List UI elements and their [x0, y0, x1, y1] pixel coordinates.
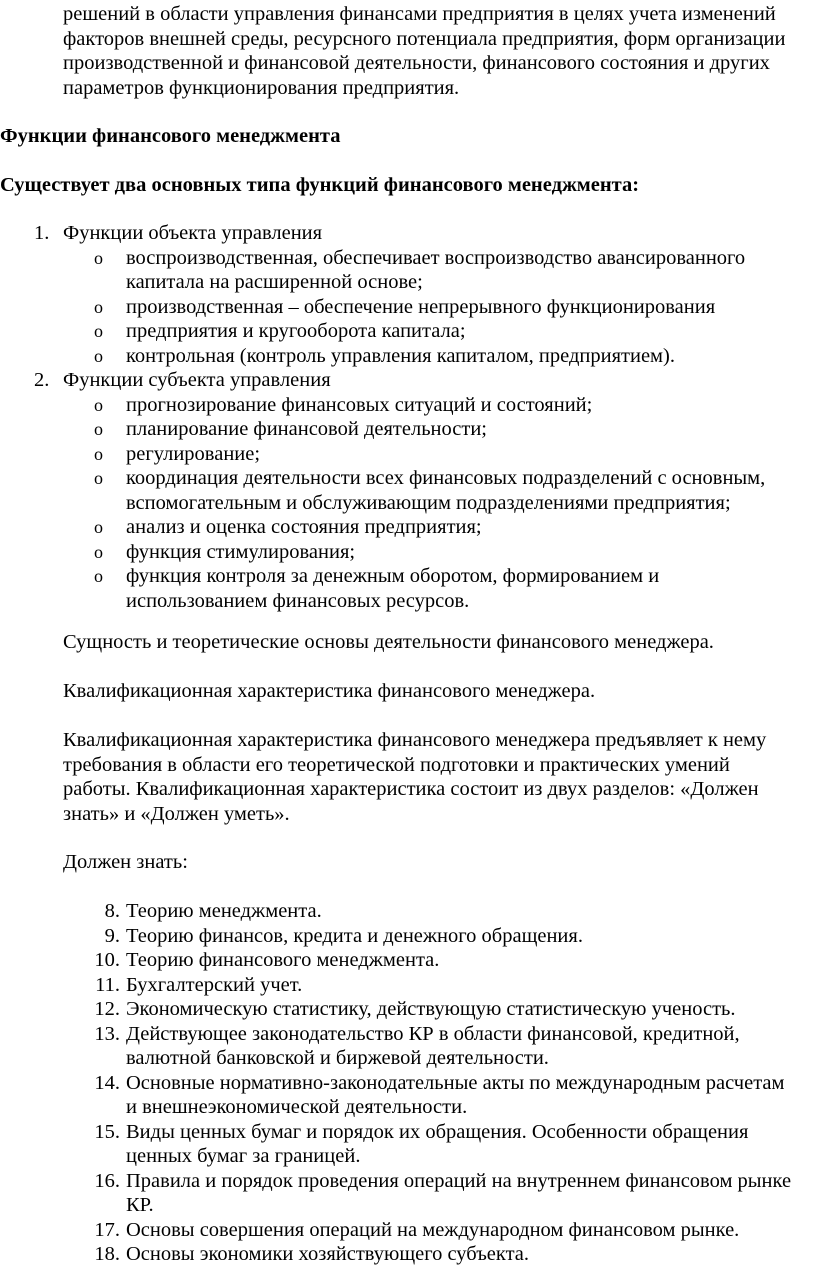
list-item: Основные нормативно-законодательные акты по международным расчетам [126, 1071, 785, 1094]
paragraph-line: Квалификационная характеристика финансового менеджера предъявляет к нему [63, 729, 767, 751]
list-item: Основы совершения операций на международном финансовом рынке. [126, 1218, 740, 1241]
bullet-icon: o [94, 468, 103, 488]
bullet-icon: o [94, 541, 103, 562]
list-number: 9. [104, 924, 120, 947]
list-item: прогнозирование финансовых ситуаций и состояний; [126, 393, 593, 416]
list-item-continuation: валютной банковской и биржевой деятельности. [126, 1047, 549, 1069]
list-item: планирование финансовой деятельности; [126, 418, 487, 440]
intro-line: факторов внешней среды, ресурсного потенциала предприятия, форм организации [63, 27, 786, 50]
list-item: функция контроля за денежным оборотом, формированием и [126, 565, 660, 587]
intro-line: параметров функционирования предприятия. [63, 76, 460, 99]
subsection-heading: Существует два основных типа функций финансового менеджмента: [0, 174, 640, 196]
list-item: функция стимулирования; [126, 540, 356, 563]
list-item-continuation: КР. [126, 1194, 154, 1216]
bullet-icon: o [94, 296, 103, 317]
list-number: 16. [94, 1169, 120, 1192]
list-number: 15. [94, 1120, 120, 1143]
list-item: производственная – обеспечение непрерывного функционирования [126, 295, 716, 318]
list-item-continuation: ценных бумаг за границей. [126, 1145, 361, 1167]
bullet-icon: o [94, 419, 103, 439]
bullet-icon: o [94, 345, 103, 366]
section-heading: Функции финансового менеджмента [0, 125, 341, 147]
list-number: 18. [94, 1243, 120, 1265]
group-title: Функции субъекта управления [63, 369, 331, 391]
bullet-icon: o [94, 394, 103, 415]
bullet-icon: o [94, 443, 103, 464]
qualification-heading: Квалификационная характеристика финансового менеджера. [63, 680, 596, 702]
paragraph-line: знать» и «Должен уметь». [63, 802, 290, 825]
list-item: контрольная (контроль управления капиталом, предприятием). [126, 344, 675, 367]
list-item-continuation: вспомогательным и обслуживающим подразделениями предприятия; [126, 491, 731, 514]
must-know-label: Должен знать: [63, 851, 188, 873]
bullet-icon: o [94, 517, 103, 537]
list-item: Теорию финансов, кредита и денежного обращения. [126, 924, 583, 947]
list-item: анализ и оценка состояния предприятия; [126, 516, 482, 538]
list-item: Основы экономики хозяйствующего субъекта. [126, 1243, 530, 1265]
essence-paragraph: Сущность и теоретические основы деятельности финансового менеджера. [63, 631, 714, 653]
list-item: регулирование; [126, 442, 261, 465]
list-item: координация деятельности всех финансовых подразделений с основным, [126, 467, 766, 489]
list-number: 17. [94, 1218, 120, 1241]
list-item: воспроизводственная, обеспечивает воспроизводство авансированного [126, 246, 746, 269]
list-item: Правила и порядок проведения операций на внутреннем финансовом рынке [126, 1169, 792, 1192]
list-number: 13. [94, 1022, 120, 1045]
list-item: Экономическую статистику, действующую статистическую ученость. [126, 998, 736, 1020]
list-item: Теорию финансового менеджмента. [126, 949, 440, 971]
list-number: 1. [34, 222, 50, 244]
paragraph-line: требования в области его теоретической подготовки и практических умений [63, 753, 730, 776]
list-item-continuation: и внешнеэкономической деятельности. [126, 1096, 468, 1118]
list-item: предприятия и кругооборота капитала; [126, 320, 466, 342]
bullet-icon: o [94, 247, 103, 268]
list-number: 2. [34, 369, 50, 391]
list-item: Бухгалтерский учет. [126, 973, 303, 996]
list-item: Действующее законодательство КР в области финансовой, кредитной, [126, 1022, 740, 1045]
group-title: Функции объекта управления [63, 222, 323, 244]
list-item-continuation: использованием финансовых ресурсов. [126, 589, 470, 612]
intro-line: решений в области управления финансами предприятия в целях учета изменений [63, 3, 776, 25]
list-number: 8. [104, 900, 120, 922]
list-item-continuation: капитала на расширенной основе; [126, 271, 423, 293]
bullet-icon: o [94, 566, 103, 586]
list-item: Теорию менеджмента. [126, 900, 322, 922]
list-number: 14. [94, 1071, 120, 1094]
list-item: Виды ценных бумаг и порядок их обращения. Особенности обращения [126, 1120, 749, 1143]
list-number: 10. [94, 949, 120, 971]
intro-line: производственной и финансовой деятельности, финансового состояния и других [63, 52, 770, 74]
bullet-icon: o [94, 321, 103, 341]
paragraph-line: работы. Квалификационная характеристика состоит из двух разделов: «Должен [63, 778, 759, 800]
list-number: 11. [95, 973, 120, 996]
list-number: 12. [94, 998, 120, 1020]
